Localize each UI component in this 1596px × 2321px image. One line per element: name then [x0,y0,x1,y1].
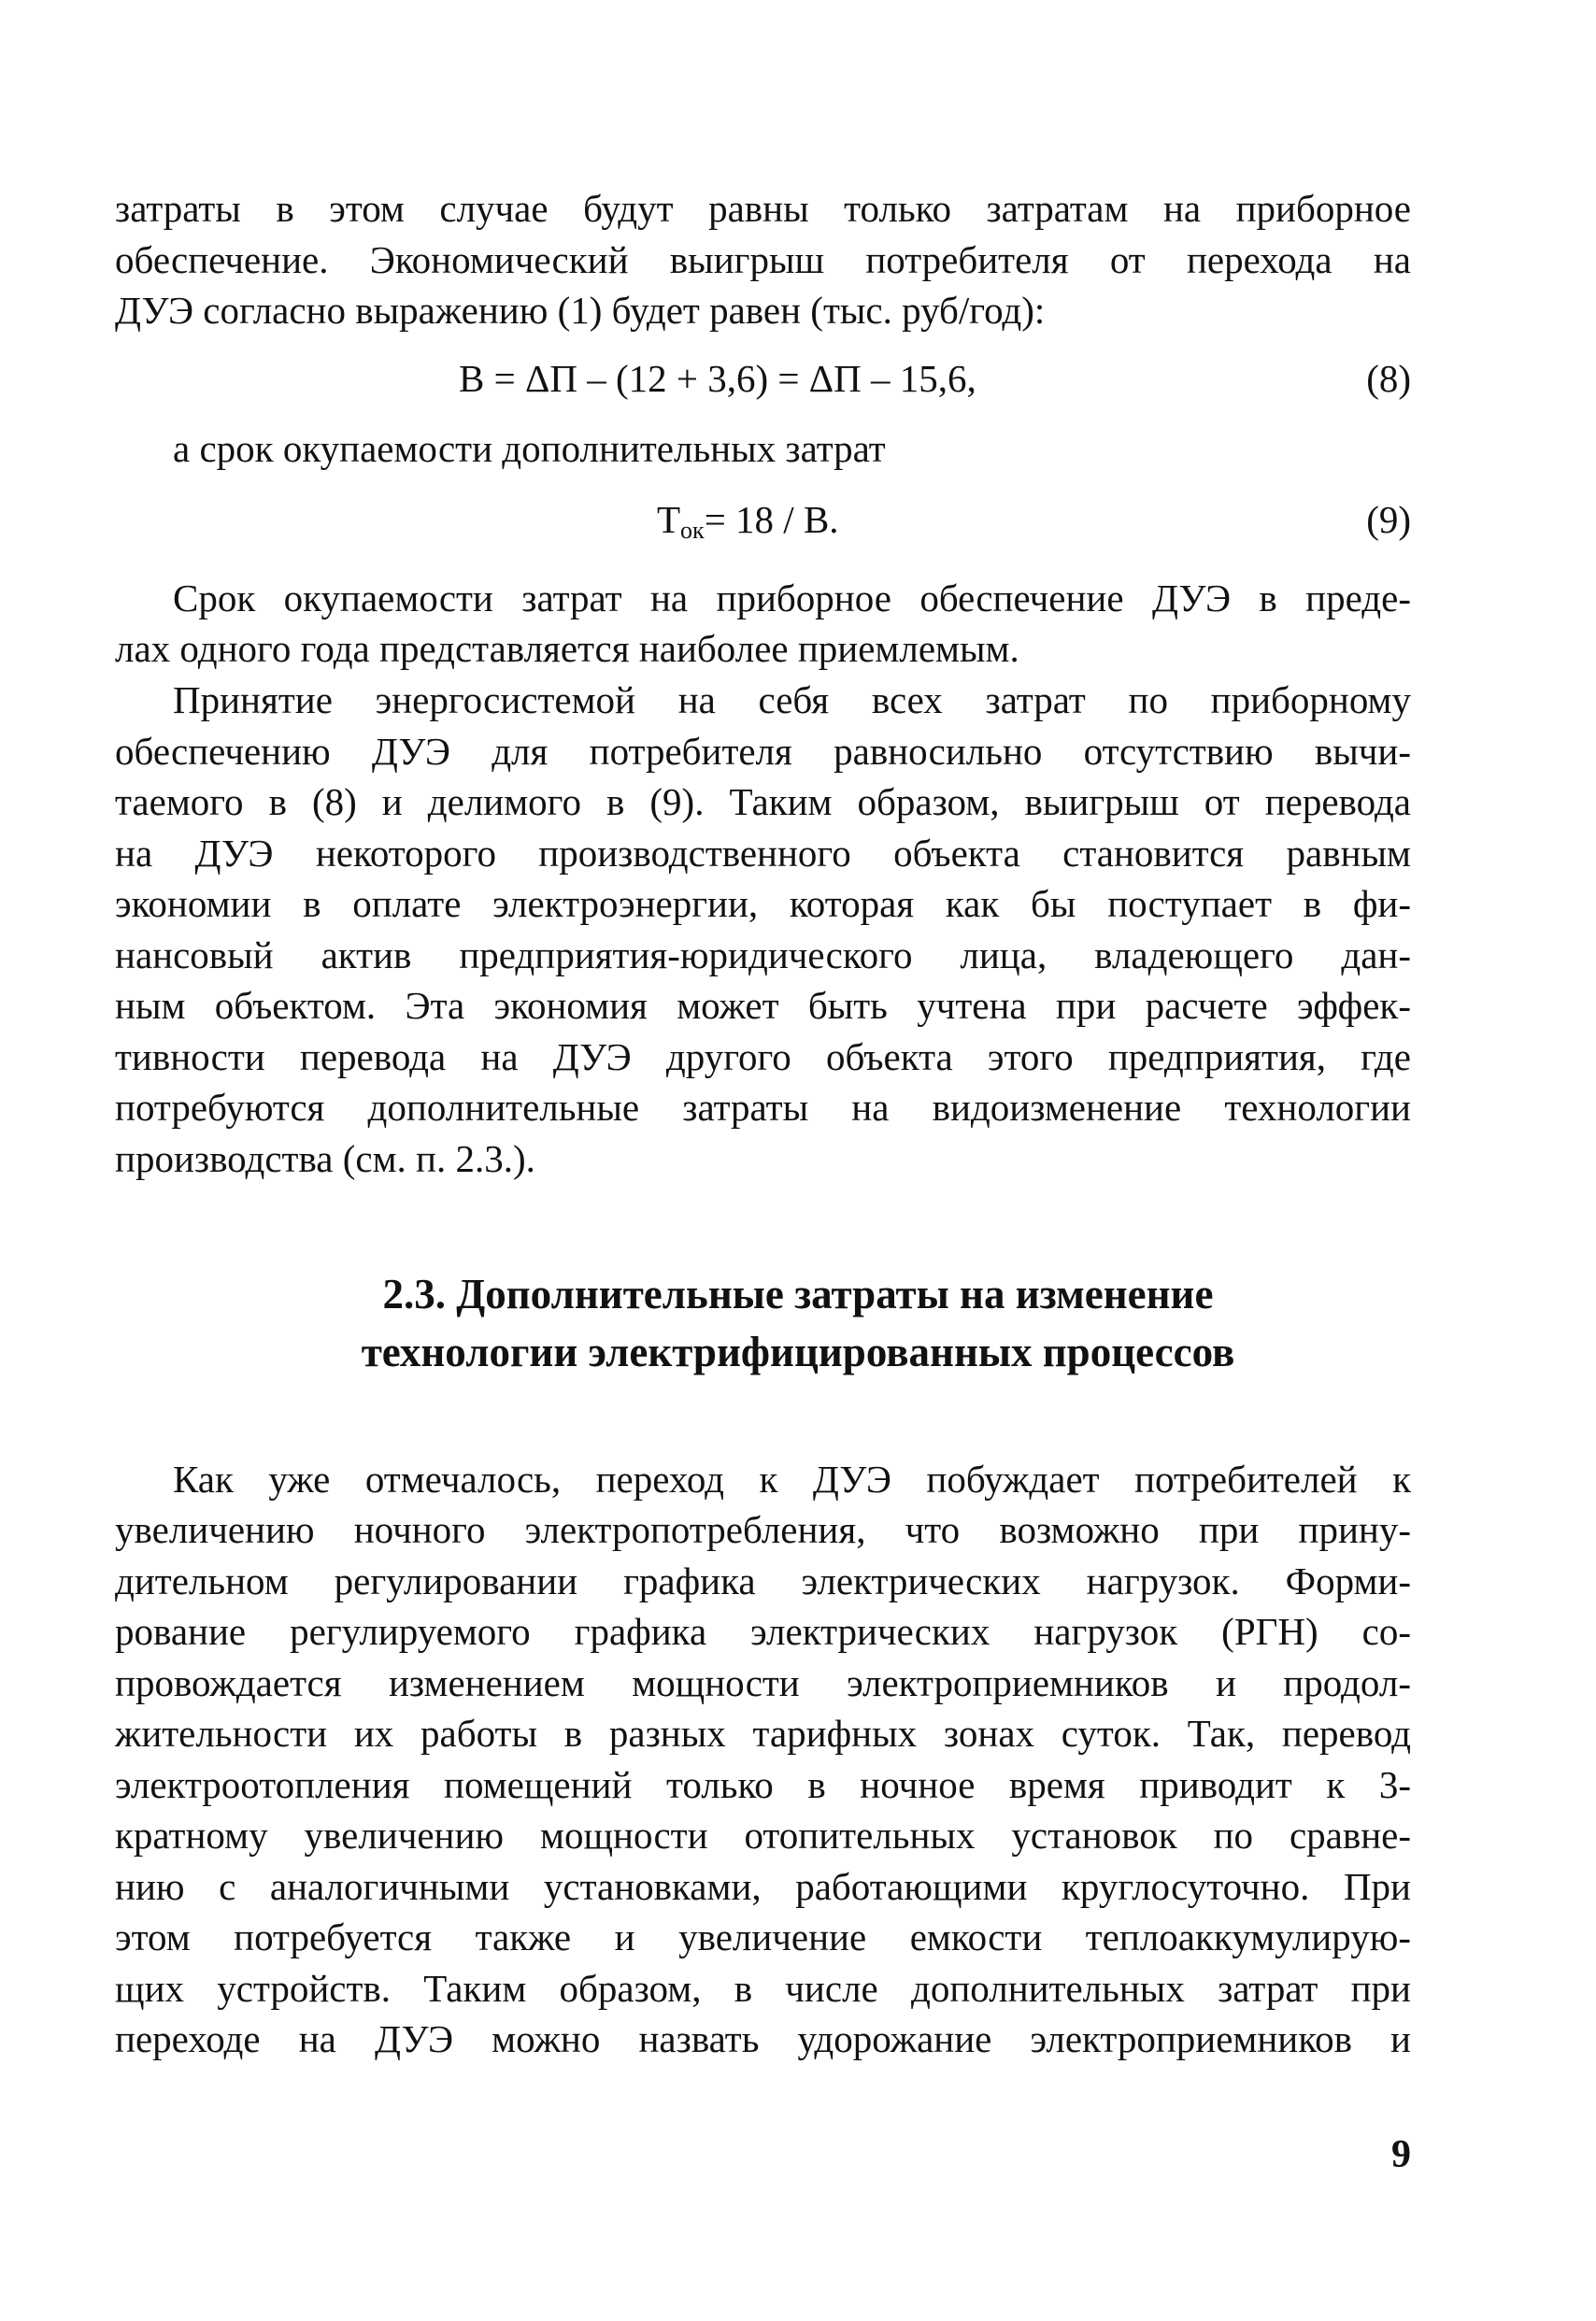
text-line: этом потребуется также и увеличение емкости теплоаккумулирую- [115,1915,1411,1958]
text-line: затраты в этом случае будут равны только затратам на приборное [115,187,1411,230]
equation-number-8: (8) [1366,357,1411,400]
text-line: жительности их работы в разных тарифных зонах суток. Так, перевод [115,1712,1411,1755]
text-line: потребуются дополнительные затраты на видоизменение технологии [115,1086,1411,1129]
text-line: на ДУЭ некоторого производственного объекта становится равным [115,832,1411,875]
equation-number-9: (9) [1366,498,1411,541]
text-line: Как уже отмечалось, переход к ДУЭ побуждает потребителей к [173,1458,1411,1501]
text-line: электроотопления помещений только в ночное время приводит к 3- [115,1763,1411,1806]
text-line: кратному увеличению мощности отопительных установок по сравне- [115,1814,1411,1857]
equation-9-symbol: Т [657,498,681,541]
text-line: провождается изменением мощности электроприемников и продол- [115,1661,1411,1704]
text-line: обеспечению ДУЭ для потребителя равносильно отсутствию вычи- [115,730,1411,773]
text-line: таемого в (8) и делимого в (9). Таким образом, выигрыш от перевода [115,780,1411,823]
text-line: обеспечение. Экономический выигрыш потребителя от перехода на [115,238,1411,281]
text-line: нию с аналогичными установками, работающими круглосуточно. При [115,1865,1411,1908]
text-line: ным объектом. Эта экономия может быть учтена при расчете эффек- [115,984,1411,1027]
page-number: 9 [1391,2133,1411,2176]
text-line: щих устройств. Таким образом, в числе дополнительных затрат при [115,1967,1411,2010]
text-line: рование регулируемого графика электрических нагрузок (РГН) со- [115,1610,1411,1653]
text-line: тивности перевода на ДУЭ другого объекта этого предприятия, где [115,1035,1411,1078]
text-line: переходе на ДУЭ можно назвать удорожание электроприемников и [115,2017,1411,2060]
equation-9 [657,498,839,544]
text-line: увеличению ночного электропотребления, что возможно при прину- [115,1508,1411,1551]
text-line: дительном регулировании графика электрических нагрузок. Форми- [115,1559,1411,1602]
equation-8: В = ΔП – (12 + 3,6) = ΔП – 15,6, [459,357,976,400]
text-line: а срок окупаемости дополнительных затрат [173,427,886,470]
section-heading-line: технологии электрифицированных процессов [361,1329,1235,1375]
text-line: лах одного года представляется наиболее приемлемым. [115,627,1019,670]
equation-9-subscript: ок [680,517,705,544]
text-line: производства (см. п. 2.3.). [115,1137,535,1180]
text-line: Срок окупаемости затрат на приборное обеспечение ДУЭ в преде- [173,577,1411,619]
text-line: Принятие энергосистемой на себя всех затрат по приборному [173,678,1411,721]
text-line: ДУЭ согласно выражению (1) будет равен (тыс. руб/год): [115,289,1046,332]
text-line: нансовый актив предприятия-юридического лица, владеющего дан- [115,933,1411,976]
text-line: экономии в оплате электроэнергии, которая как бы поступает в фи- [115,882,1411,925]
equation-9-rhs: = 18 / В. [704,498,839,541]
section-heading-line: 2.3. Дополнительные затраты на изменение [382,1271,1214,1317]
